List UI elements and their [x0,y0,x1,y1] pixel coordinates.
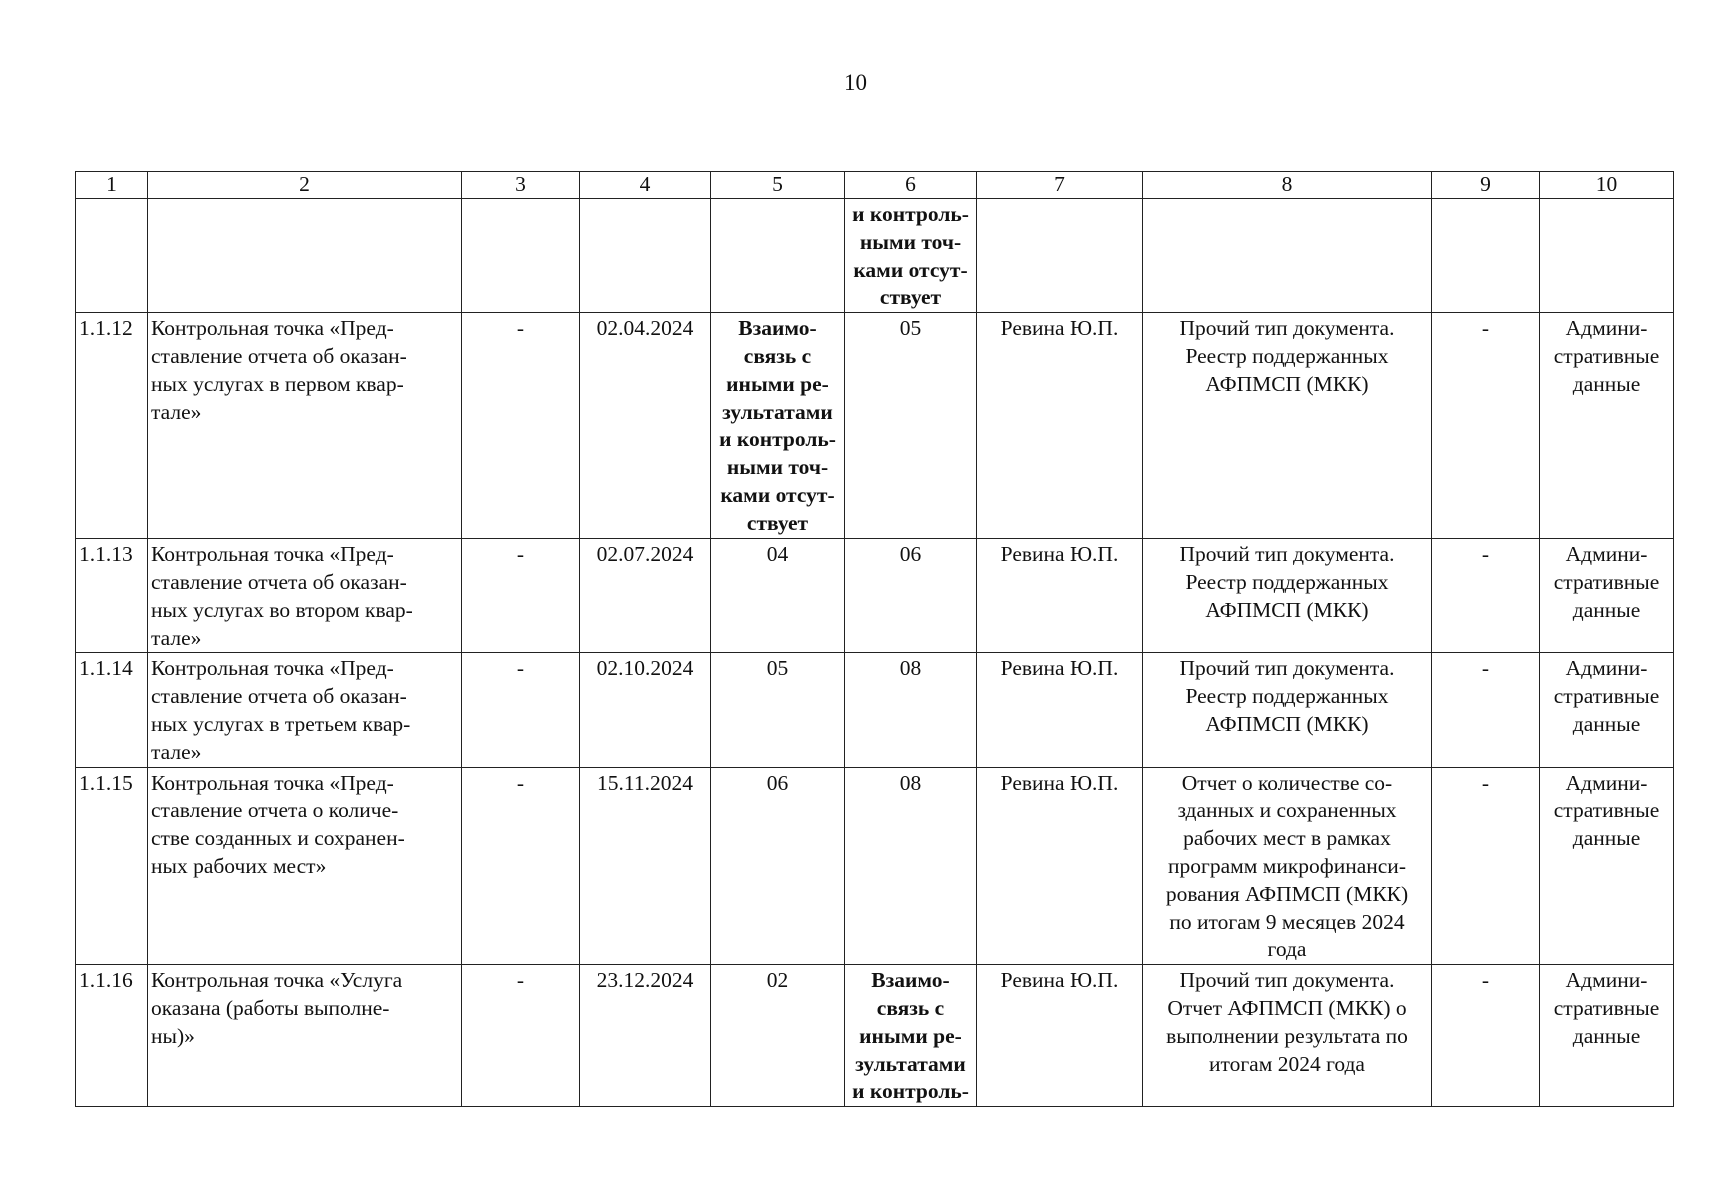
row-number: 1.1.13 [76,539,148,653]
cell-dash: - [462,653,580,767]
code-cell: 05 [845,313,977,539]
data-source: Админи- стративные данные [1540,313,1674,539]
cell-dash: - [462,313,580,539]
due-date: 02.04.2024 [580,313,711,539]
control-point-name: Контрольная точка «Пред- ставление отчета о количе- стве созданных и сохранен- ных рабочих мест» [148,767,462,965]
column-number: 3 [462,172,580,199]
cell-dash: - [1432,539,1540,653]
cell-dash: - [462,539,580,653]
table-row [76,313,1674,539]
data-source: Админи- стративные данные [1540,539,1674,653]
column-number: 2 [148,172,462,199]
code-cell: 06 [845,539,977,653]
plan-table [75,171,1674,1107]
cell-dash: - [1432,313,1540,539]
column-number: 10 [1540,172,1674,199]
responsible-person: Ревина Ю.П. [977,313,1143,539]
code-cell: 05 [711,653,845,767]
document-type: Отчет о количестве со- зданных и сохраненных рабочих мест в рамках программ микрофинанси- рования АФПМСП (МКК) по итогам 9 месяцев 2024 года [1143,767,1432,965]
relation-text: и контроль- ными точ- ками отсут- ствует [845,199,977,313]
column-number: 4 [580,172,711,199]
data-source: Админи- стративные данные [1540,965,1674,1107]
code-cell: 04 [711,539,845,653]
code-cell: 08 [845,767,977,965]
document-type: Прочий тип документа. Реестр поддержанных АФПМСП (МКК) [1143,539,1432,653]
document-type: Прочий тип документа. Реестр поддержанных АФПМСП (МКК) [1143,653,1432,767]
page-number: 10 [844,70,867,95]
due-date: 15.11.2024 [580,767,711,965]
row-number: 1.1.14 [76,653,148,767]
control-point-name: Контрольная точка «Пред- ставление отчета об оказан- ных услугах в первом квар- тале» [148,313,462,539]
row-number: 1.1.16 [76,965,148,1107]
responsible-person: Ревина Ю.П. [977,539,1143,653]
control-point-name: Контрольная точка «Пред- ставление отчета об оказан- ных услугах во втором квар- тале» [148,539,462,653]
table-row [76,767,1674,965]
table-row [76,653,1674,767]
row-number: 1.1.12 [76,313,148,539]
due-date: 02.07.2024 [580,539,711,653]
code-cell: 08 [845,653,977,767]
relation-text: Взаимо- связь с иными ре- зультатами и контроль- [845,965,977,1107]
column-number: 5 [711,172,845,199]
column-number: 6 [845,172,977,199]
responsible-person: Ревина Ю.П. [977,965,1143,1107]
relation-text: Взаимо- связь с иными ре- зультатами и контроль- ными точ- ками отсут- ствует [711,313,845,539]
column-number-row [76,172,1674,199]
responsible-person: Ревина Ю.П. [977,767,1143,965]
control-point-name: Контрольная точка «Пред- ставление отчета об оказан- ных услугах в третьем квар- тале» [148,653,462,767]
table-row [76,965,1674,1107]
table-row [76,539,1674,653]
column-number: 8 [1143,172,1432,199]
column-number: 9 [1432,172,1540,199]
column-number: 7 [977,172,1143,199]
responsible-person: Ревина Ю.П. [977,653,1143,767]
continuation-row [76,199,1674,313]
cell-dash: - [462,965,580,1107]
data-source: Админи- стративные данные [1540,767,1674,965]
document-type: Прочий тип документа. Отчет АФПМСП (МКК) о выполнении результата по итогам 2024 года [1143,965,1432,1107]
row-number: 1.1.15 [76,767,148,965]
code-cell: 06 [711,767,845,965]
document-type: Прочий тип документа. Реестр поддержанных АФПМСП (МКК) [1143,313,1432,539]
code-cell: 02 [711,965,845,1107]
control-point-name: Контрольная точка «Услуга оказана (работы выполне- ны)» [148,965,462,1107]
cell-dash: - [462,767,580,965]
column-number: 1 [76,172,148,199]
data-source: Админи- стративные данные [1540,653,1674,767]
cell-dash: - [1432,965,1540,1107]
due-date: 23.12.2024 [580,965,711,1107]
cell-dash: - [1432,653,1540,767]
due-date: 02.10.2024 [580,653,711,767]
cell-dash: - [1432,767,1540,965]
